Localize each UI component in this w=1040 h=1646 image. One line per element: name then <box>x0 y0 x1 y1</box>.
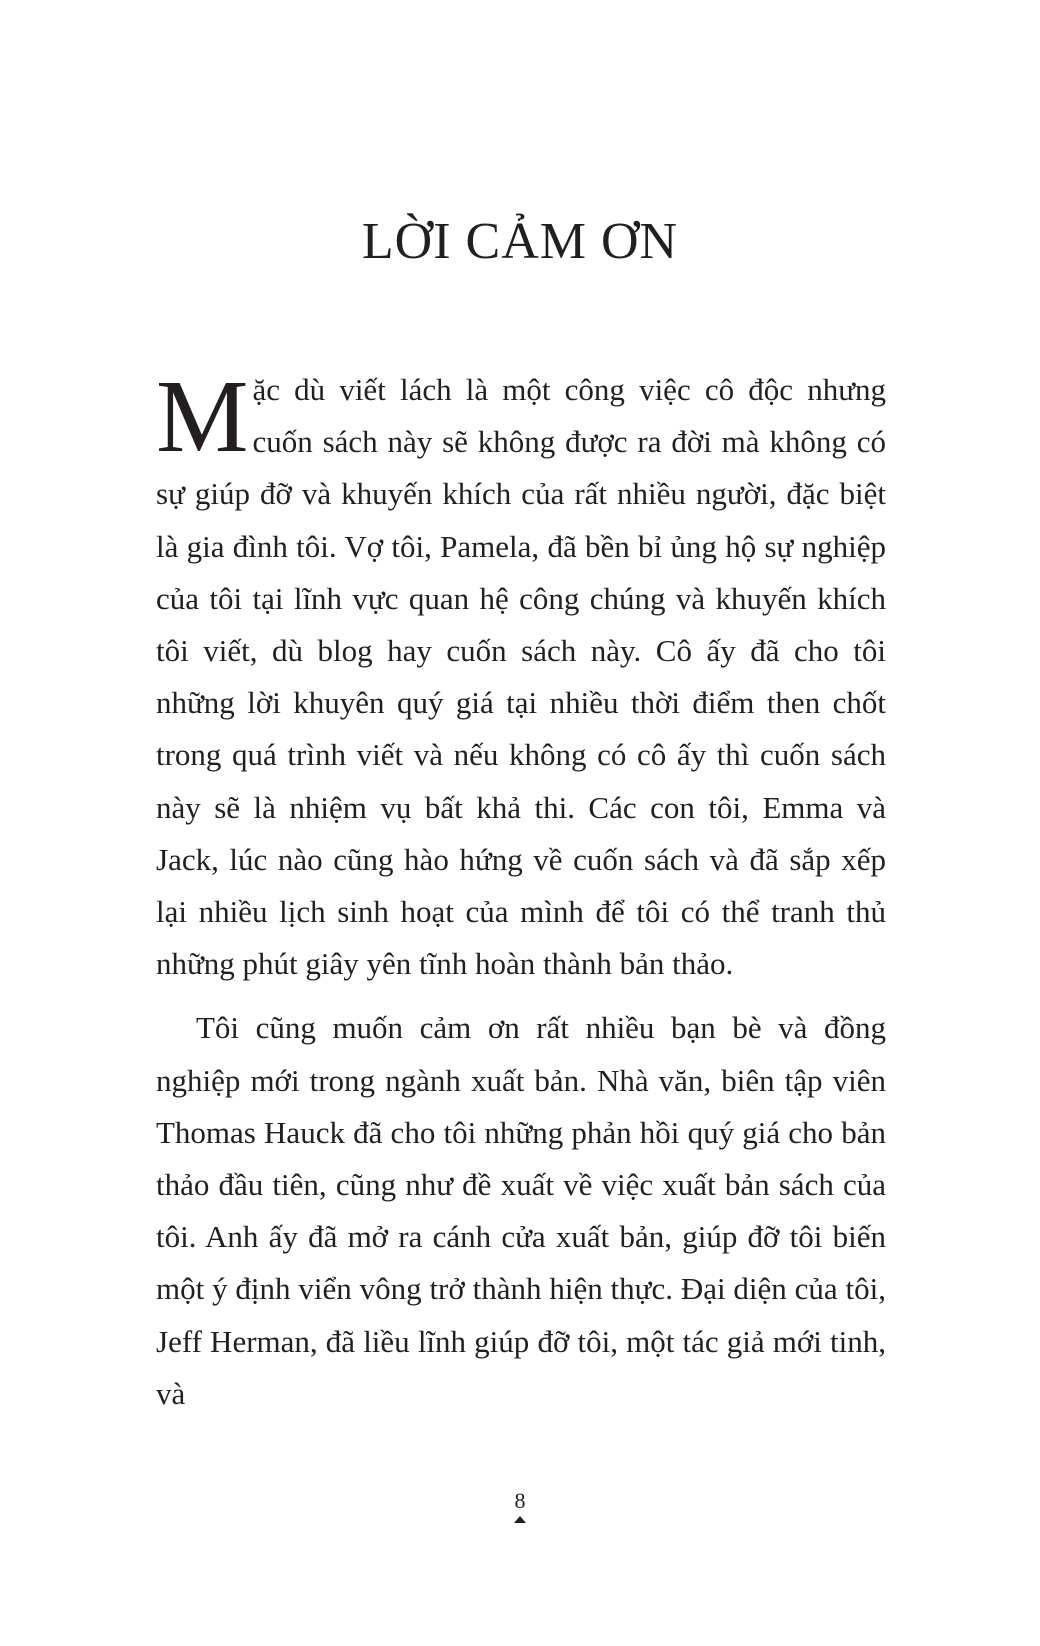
chapter-title: LỜI CẢM ƠN <box>361 213 679 270</box>
paragraph-2: Tôi cũng muốn cảm ơn rất nhiều bạn bè và đồng nghiệp mới trong ngành xuất bản. Nhà văn, biên tập viên Thomas Hauck đã cho tôi những phản hồi quý giá cho bản thảo đầu tiên, cũng như đề xuất về việc xuất bản sách của tôi. Anh ấy đã mở ra cánh cửa xuất bản, giúp đỡ tôi biến một ý định viển vông trở thành hiện thực. Đại diện của tôi, Jeff Herman, đã liều lĩnh giúp đỡ tôi, một tác giả mới tinh, và <box>156 1010 886 1411</box>
body-text <box>156 359 886 1420</box>
page-number: 8 <box>514 1488 526 1513</box>
paragraph-1-text: ặc dù viết lách là một công việc cô độc nhưng cuốn sách này sẽ không được ra đời mà không có sự giúp đỡ và khuyến khích của rất nhiều người, đặc biệt là gia đình tôi. Vợ tôi, Pamela, đã bền bỉ ủng hộ sự nghiệp của tôi tại lĩnh vực quan hệ công chúng và khuyến khích tôi viết, dù blog hay cuốn sách này. Cô ấy đã cho tôi những lời khuyên quý giá tại nhiều thời điểm then chốt trong quá trình viết và nếu không có cô ấy thì cuốn sách này sẽ là nhiệm vụ bất khả thi. Các con tôi, Emma và Jack, lúc nào cũng hào hứng về cuốn sách và đã sắp xếp lại nhiều lịch sinh hoạt của mình để tôi có thể tranh thủ những phút giây yên tĩnh hoàn thành bản thảo. <box>156 372 886 982</box>
paragraph-1 <box>156 359 886 990</box>
page-number-ornament-icon <box>514 1516 526 1523</box>
drop-cap: M <box>156 359 249 474</box>
